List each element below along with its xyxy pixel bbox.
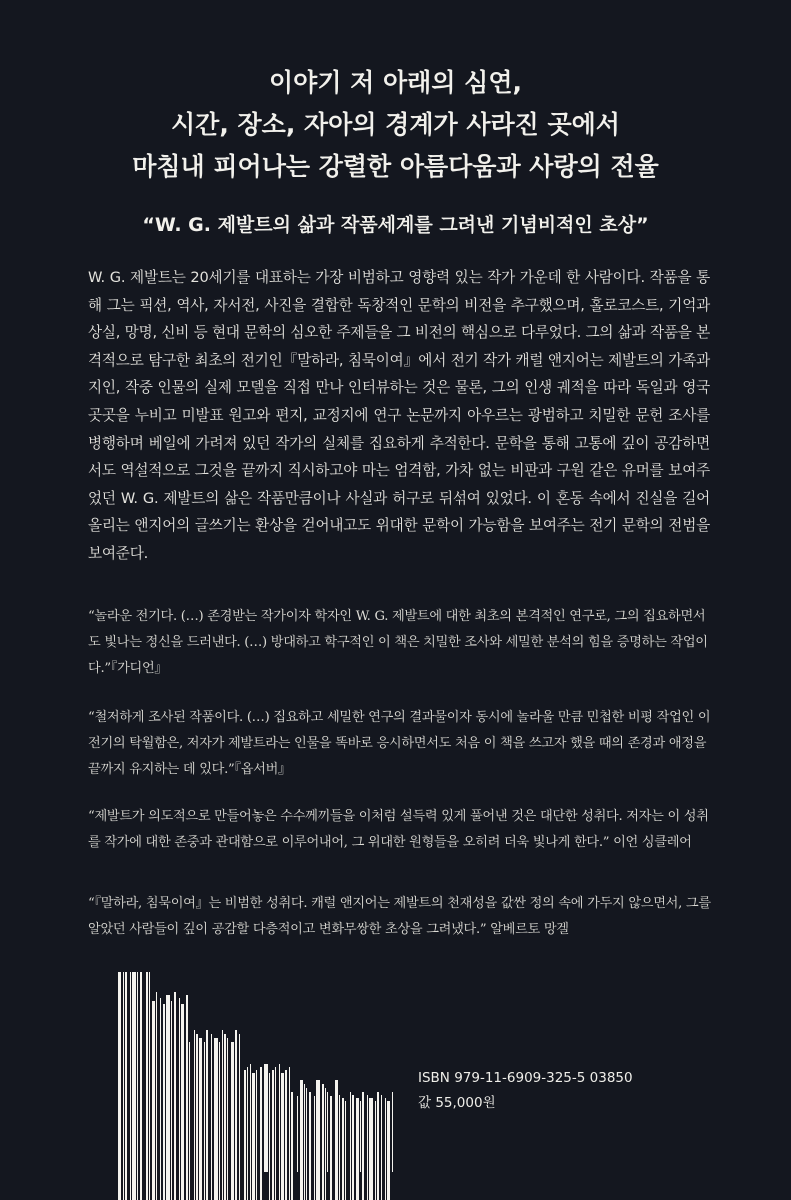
barcode-bar	[130, 972, 131, 1200]
barcode-bar	[327, 1092, 328, 1172]
barcode-bar	[244, 1070, 246, 1200]
subtitle-quote: “W. G. 제발트의 삶과 작품세계를 그려낸 기념비적인 초상”	[142, 214, 649, 236]
review-guardian	[88, 604, 712, 682]
headline-line-1: 이야기 저 아래의 심연,	[269, 68, 522, 97]
barcode-bar	[316, 1080, 320, 1200]
barcode-bar	[369, 1098, 373, 1200]
barcode-bar	[189, 1042, 190, 1200]
barcode-bar	[186, 995, 188, 1200]
barcode-bars	[118, 972, 393, 1200]
headline	[0, 62, 791, 188]
barcode-bar	[304, 1084, 305, 1200]
barcode-bar	[281, 1073, 284, 1200]
barcode-bar	[289, 1067, 290, 1200]
barcode-bar	[149, 972, 150, 1200]
barcode-bar	[152, 1001, 155, 1200]
barcode-bar	[360, 1101, 361, 1172]
barcode-bar	[163, 1004, 165, 1200]
barcode-bar	[181, 1004, 184, 1200]
barcode-bar	[275, 1067, 276, 1200]
review-alberto-manguel	[88, 891, 712, 943]
barcode-bar	[160, 998, 161, 1200]
barcode-bar	[194, 1030, 195, 1200]
review-observer	[88, 705, 712, 783]
barcode-bar	[387, 1101, 390, 1200]
barcode-bar	[330, 1096, 332, 1200]
headline-line-3: 마침내 피어나는 강렬한 아름다움과 사랑의 전율	[132, 152, 659, 181]
barcode-bar	[272, 1070, 274, 1200]
barcode-bar	[325, 1088, 326, 1200]
review-text: “놀라운 전기다. (…) 존경받는 작가이자 학자인 W. G. 제발트에 대한 최초의 본격적인 연구로, 그의 집요하면서도 빛나는 정신을 드러낸다. (…) 방대하고 학구적인 이 책은 치밀한 조사와 세밀한 분석의 힘을 증명하는 작업이다.”	[88, 609, 708, 676]
barcode-bar	[356, 1098, 359, 1200]
barcode-bar	[146, 972, 148, 1200]
barcode-bar	[322, 1084, 324, 1200]
barcode-bar	[252, 1073, 255, 1200]
barcode-bar	[250, 1064, 251, 1200]
barcode-bar	[300, 1080, 303, 1200]
barcode-bar	[118, 972, 121, 1200]
barcode-bar	[375, 1101, 376, 1200]
barcode-bar	[132, 972, 136, 1200]
barcode-bar	[260, 1067, 262, 1200]
barcode-bar	[125, 972, 127, 1200]
barcode-bar	[224, 1034, 226, 1200]
barcode-bar	[335, 1080, 338, 1200]
barcode-bar	[377, 1092, 379, 1200]
barcode-bar	[279, 1064, 280, 1200]
barcode-bar	[352, 1095, 354, 1200]
barcode-bar	[362, 1092, 364, 1200]
barcode-bar	[239, 1034, 240, 1200]
review-source: 이언 싱클레어	[613, 835, 692, 850]
barcode-bar	[156, 992, 157, 1200]
barcode-bar	[269, 1073, 270, 1200]
barcode-bar	[137, 972, 138, 1200]
barcode-bar	[339, 1095, 340, 1200]
barcode-bar	[342, 1098, 344, 1200]
barcode-bar	[235, 1030, 237, 1200]
barcode-bar	[381, 1095, 382, 1200]
barcode-bar	[222, 1030, 223, 1200]
isbn-number: ISBN 979-11-6909-325-5 03850	[418, 1070, 633, 1086]
review-source: 『가디언』	[110, 661, 168, 676]
barcode-bar	[196, 1034, 198, 1200]
price: 값 55,000원	[418, 1095, 496, 1111]
barcode-bar	[309, 1092, 311, 1200]
barcode-bar	[345, 1101, 346, 1200]
barcode-bar	[264, 1064, 268, 1172]
review-source: 알베르토 망겔	[490, 922, 569, 937]
barcode-bar	[219, 1042, 220, 1200]
barcode-bar	[179, 998, 180, 1200]
barcode-bar	[204, 1042, 205, 1200]
review-source: 『옵서버』	[234, 762, 291, 777]
barcode-bar	[174, 992, 176, 1200]
barcode-bar	[214, 1038, 218, 1200]
isbn-block	[418, 1066, 633, 1116]
barcode-bar	[206, 1030, 208, 1200]
barcode-bar	[285, 1070, 287, 1200]
barcode-bar	[247, 1067, 248, 1200]
barcode-bar	[314, 1096, 315, 1200]
barcode-icon	[118, 972, 394, 1200]
barcode-bar	[231, 1042, 234, 1200]
barcode-bar	[166, 995, 170, 1200]
review-text: “『말하라, 침묵이여』는 비범한 성취다. 캐럴 앤지어는 제발트의 천재성을 값싼 정의 속에 가두지 않으면서, 그를 알았던 사람들이 깊이 공감할 다층적이고 변화무쌍한 초상을 그려냈다.”	[88, 896, 711, 937]
barcode-bar	[297, 1096, 298, 1172]
barcode-bar	[306, 1088, 307, 1200]
barcode-bar	[211, 1034, 212, 1200]
barcode-bar	[392, 1092, 393, 1172]
book-description: W. G. 제발트는 20세기를 대표하는 가장 비범하고 영향력 있는 작가 가운데 한 사람이다. 작품을 통해 그는 픽션, 역사, 자서전, 사진을 결합한 독창적인 문학의 비전을 추구했으며, 홀로코스트, 기억과 상실, 망명, 신비 등 현대 문학의 심오한 주제들을 그 비전의 핵심으로 다루었다. 그의 삶과 작품을 본격적으로 탐구한 최초의 전기인『말하라, 침묵이여』에서 전기 작가 캐럴 앤지어는 제발트의 가족과 지인, 작중 인물의 실제 모델을 직접 만나 인터뷰하는 것은 물론, 그의 인생 궤적을 따라 독일과 영국 곳곳을 누비고 미발표 원고와 편지, 교정지에 연구 논문까지 아우르는 광범하고 치밀한 문헌 조사를 병행하며 베일에 가려져 있던 작가의 실체를 집요하게 추적한다. 문학을 통해 고통에 깊이 공감하면서도 역설적으로 그것을 끝까지 직시하고야 마는 엄격함, 가차 없는 비판과 구원 같은 유머를 보여주었던 W. G. 제발트의 삶은 작품만큼이나 사실과 허구로 뒤섞여 있었다. 이 혼동 속에서 진실을 길어 올리는 앤지어의 글쓰기는 환상을 걷어내고도 위대한 문학이 가능함을 보여주는 전기 문학의 전범을 보여준다.	[88, 269, 710, 562]
review-iain-sinclair	[88, 804, 712, 856]
barcode-bar	[291, 1092, 293, 1200]
barcode-bar	[350, 1092, 351, 1200]
barcode-bar	[256, 1070, 257, 1200]
barcode-bar	[227, 1038, 228, 1200]
barcode-bar	[385, 1098, 386, 1200]
barcode-bar	[123, 972, 124, 1200]
headline-line-2: 시간, 장소, 자아의 경계가 사라진 곳에서	[171, 110, 620, 139]
barcode-bar	[171, 1001, 172, 1200]
barcode-bar	[140, 972, 142, 1200]
review-text: “제발트가 의도적으로 만들어놓은 수수께끼들을 이처럼 설득력 있게 풀어낸 것은 대단한 성취다. 저자는 이 성취를 작가에 대한 존중과 관대함으로 이루어내어, 그 위대한 원형들을 오히려 더욱 빛나게 한다.”	[88, 809, 709, 850]
barcode-bar	[367, 1095, 368, 1200]
barcode-bar	[199, 1038, 202, 1200]
review-text: “철저하게 조사된 작품이다. (…) 집요하고 세밀한 연구의 결과물이자 동시에 놀라울 만큼 민첩한 비평 작업인 이 전기의 탁월함은, 저자가 제발트라는 인물을 똑바로 응시하면서도 처음 이 책을 쓰고자 했을 때의 존경과 애정을 끝까지 유지하는 데 있다.”	[88, 710, 711, 777]
